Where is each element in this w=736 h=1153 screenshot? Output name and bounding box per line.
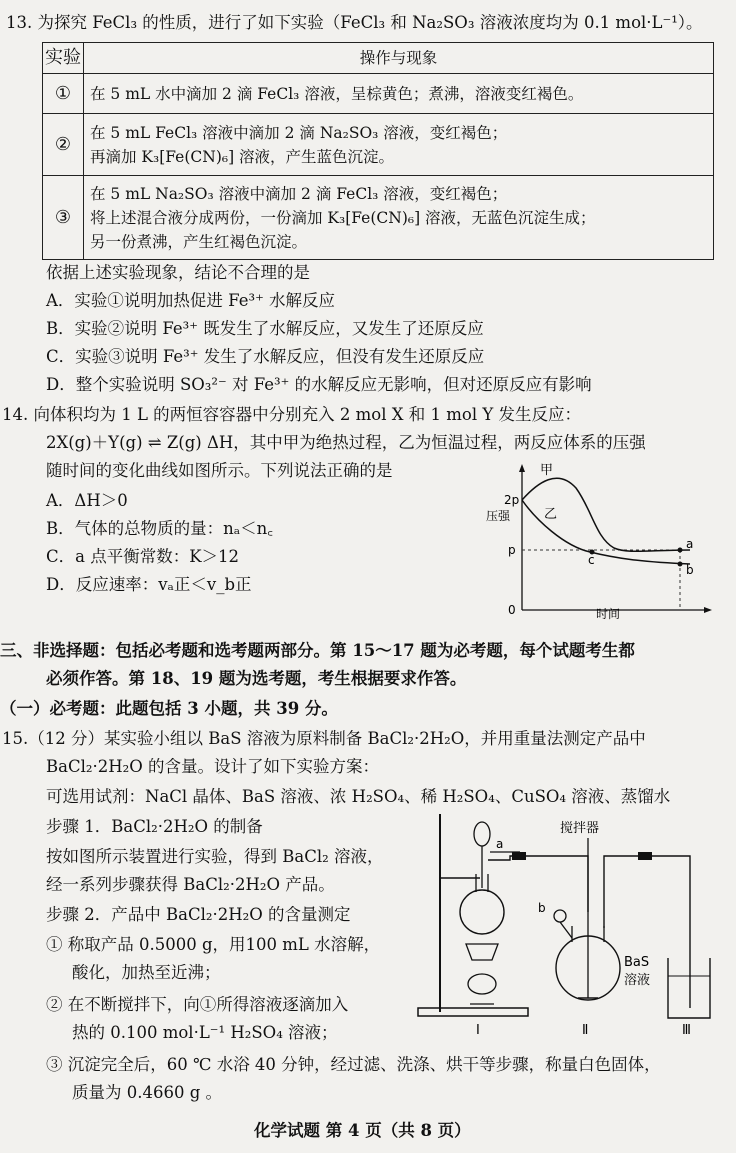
- q14-stem-2: 2X(g)＋Y(g) ⇌ Z(g) ΔH，其中甲为绝热过程，乙为恒温过程，两反应体系的压强: [46, 433, 646, 452]
- curve-label-yi: 乙: [544, 507, 558, 522]
- q13-table: [42, 42, 714, 260]
- label-bas: BaS: [624, 955, 650, 970]
- point-label-b: b: [686, 563, 694, 577]
- funnel-bulb: [474, 822, 490, 846]
- q13-option-a: A．实验①说明加热促进 Fe³⁺ 水解反应: [46, 291, 336, 310]
- y-label-1: 压强: [486, 509, 511, 523]
- q15-s2-2b: 热的 0.100 mol·L⁻¹ H₂SO₄ 溶液；: [72, 1023, 338, 1042]
- q14-stem-1: 14. 向体积均为 1 L 的两恒容容器中分别充入 2 mol X 和 1 mol Y 发生反应：: [2, 405, 581, 424]
- gauze: [466, 944, 498, 960]
- label-stirrer: 搅拌器: [560, 821, 600, 836]
- x-axis-arrow: [704, 607, 712, 613]
- label-II: Ⅱ: [582, 1023, 589, 1038]
- q13-prompt: 依据上述实验现象，结论不合理的是: [46, 263, 310, 282]
- stand-base: [418, 1008, 528, 1016]
- label-I: Ⅰ: [476, 1023, 480, 1038]
- x-label: 时间: [596, 607, 621, 621]
- flask-I: [460, 890, 504, 934]
- point-label-c: c: [588, 553, 595, 567]
- table-header-op: 操作与现象: [84, 43, 714, 74]
- label-solution: 溶液: [624, 973, 651, 988]
- row-text: 在 5 mL 水中滴加 2 滴 FeCl₃ 溶液，呈棕黄色；煮沸，溶液变红褐色。: [84, 74, 714, 114]
- connector-2: [638, 852, 652, 860]
- curve-label-jia: 甲: [540, 463, 554, 478]
- origin-label: 0: [508, 603, 516, 617]
- q14-option-b: B．气体的总物质的量：nₐ＜n꜀: [46, 519, 273, 538]
- q15-stem-1: 15.（12 分）某实验小组以 BaS 溶液为原料制备 BaCl₂·2H₂O，并用重量法测定产品中: [2, 729, 646, 748]
- point-a: [678, 548, 683, 553]
- label-III: Ⅲ: [682, 1023, 691, 1038]
- point-label-a: a: [686, 537, 694, 551]
- section3-sub1: （一）必考题：此题包括 3 小题，共 39 分。: [0, 699, 338, 718]
- q15-stem-2: BaCl₂·2H₂O 的含量。设计了如下实验方案：: [46, 757, 379, 776]
- q15-step1b: 经一系列步骤获得 BaCl₂·2H₂O 产品。: [46, 875, 335, 894]
- beaker-III: [668, 958, 710, 1018]
- label-a: a: [496, 837, 504, 851]
- row-number: ①: [43, 74, 84, 114]
- row-text: 在 5 mL Na₂SO₃ 溶液中滴加 2 滴 FeCl₃ 溶液，变红褐色； 将上述混合液分成两份，一份滴加 K₃[Fe(CN)₆] 溶液，无蓝色沉淀生成； 另一份煮沸，产生红褐色沉淀。: [84, 176, 714, 260]
- q13-option-b: B．实验②说明 Fe³⁺ 既发生了水解反应，又发生了还原反应: [46, 319, 484, 338]
- q13-stem: 13. 为探究 FeCl₃ 的性质，进行了如下实验（FeCl₃ 和 Na₂SO₃ 溶液浓度均为 0.1 mol·L⁻¹）。: [6, 13, 703, 32]
- q15-s2-3a: ③ 沉淀完全后，60 ℃ 水浴 40 分钟，经过滤、洗涤、烘干等步骤，称量白色固体，: [46, 1055, 661, 1074]
- row-number: ②: [43, 114, 84, 176]
- section3-line1: 三、非选择题：包括必考题和选考题两部分。第 15～17 题为必考题，每个试题考生都: [0, 641, 635, 660]
- label-b: b: [538, 901, 546, 915]
- q15-s2-1a: ① 称取产品 0.5000 g，用100 mL 水溶解，: [46, 935, 381, 954]
- q15-s2-3b: 质量为 0.4660 g 。: [72, 1083, 223, 1102]
- pressure-time-graph: [480, 462, 716, 622]
- funnel-b: [554, 910, 566, 922]
- q15-step1a: 按如图所示装置进行实验，得到 BaCl₂ 溶液，: [46, 847, 384, 866]
- q15-reagents: 可选用试剂：NaCl 晶体、BaS 溶液、浓 H₂SO₄、稀 H₂SO₄、CuSO₄ 溶液、蒸馏水: [46, 787, 671, 806]
- q14-option-d: D．反应速率：vₐ正＜v_b正: [46, 575, 252, 594]
- q15-s2-2a: ② 在不断搅拌下，向①所得溶液逐滴加入: [46, 995, 349, 1014]
- tick-2p: 2p: [504, 493, 520, 507]
- q15-step1: 步骤 1．BaCl₂·2H₂O 的制备: [46, 817, 263, 836]
- lamp: [468, 974, 496, 994]
- y-axis-arrow: [519, 464, 525, 472]
- q15-step2: 步骤 2．产品中 BaCl₂·2H₂O 的含量测定: [46, 905, 351, 924]
- row-number: ③: [43, 176, 84, 260]
- tick-p: p: [508, 543, 516, 557]
- q14-option-c: C．a 点平衡常数：K＞12: [46, 547, 240, 566]
- section3-line2: 必须作答。第 18、19 题为选考题，考生根据要求作答。: [46, 669, 467, 688]
- point-b: [678, 562, 683, 567]
- apparatus-diagram: [410, 808, 720, 1040]
- q13-option-c: C．实验③说明 Fe³⁺ 发生了水解反应，但没有发生还原反应: [46, 347, 485, 366]
- q13-option-d: D．整个实验说明 SO₃²⁻ 对 Fe³⁺ 的水解反应无影响，但对还原反应有影响: [46, 375, 592, 394]
- q14-option-a: A．ΔH＞0: [46, 491, 128, 510]
- q15-s2-1b: 酸化，加热至近沸；: [72, 963, 221, 982]
- row-text: 在 5 mL FeCl₃ 溶液中滴加 2 滴 Na₂SO₃ 溶液，变红褐色； 再滴加 K₃[Fe(CN)₆] 溶液，产生蓝色沉淀。: [84, 114, 714, 176]
- q14-stem-3: 随时间的变化曲线如图所示。下列说法正确的是: [46, 461, 393, 480]
- page-footer: 化学试题 第 4 页（共 8 页）: [254, 1121, 471, 1140]
- connector-1: [512, 852, 526, 860]
- table-header-exp: 实验: [43, 43, 84, 74]
